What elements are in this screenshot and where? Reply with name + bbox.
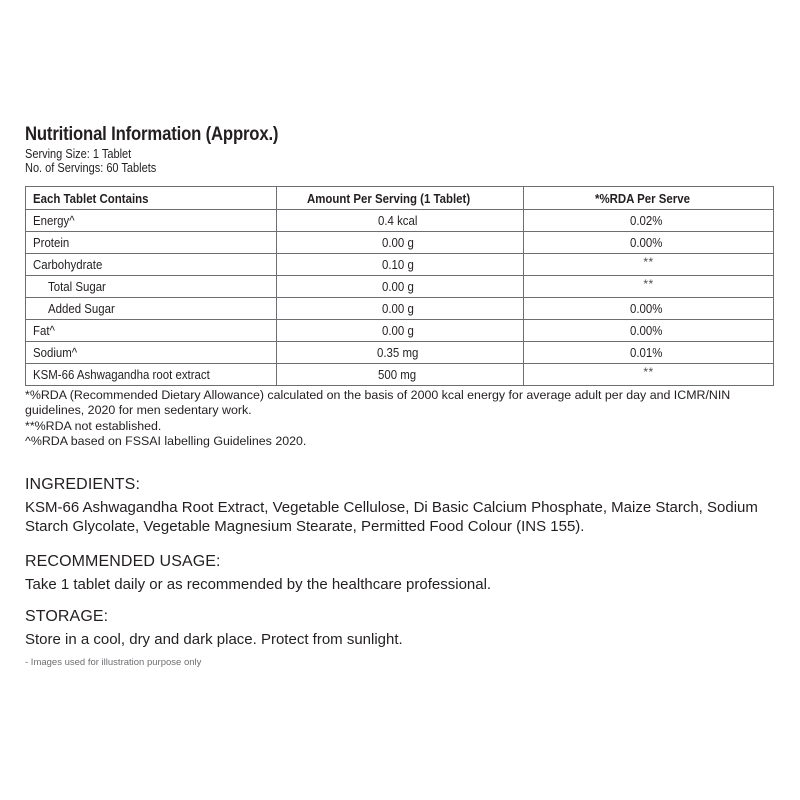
page-title-text: Nutritional Information (Approx.) (25, 124, 279, 145)
nutrient-rda-cell (524, 210, 774, 232)
nutrient-amount-cell (277, 342, 524, 364)
storage-body: Store in a cool, dry and dark place. Protect from sunlight. (25, 630, 403, 648)
recommended-usage-section (25, 553, 770, 594)
servings-count-line (25, 161, 174, 175)
nutrient-name-text: Energy^ (33, 213, 75, 228)
nutrient-name-cell (26, 210, 277, 232)
nutrient-amount-text: 500 mg (378, 367, 417, 382)
nutrient-name-text: KSM-66 Ashwagandha root extract (33, 367, 210, 382)
ingredients-section (25, 476, 770, 537)
nutrient-amount-text: 0.35 mg (376, 345, 418, 360)
nutrient-amount-cell (277, 364, 524, 386)
nutrient-rda-text: 0.01% (630, 345, 663, 360)
table-body (26, 210, 774, 386)
column-header-amount-label: Amount Per Serving (1 Tablet) (307, 190, 471, 206)
nutrient-name-cell (26, 342, 277, 364)
nutrient-rda-text: 0.00% (630, 323, 663, 338)
nutrient-name-text: Protein (33, 235, 70, 250)
nutrient-rda-cell (524, 298, 774, 320)
nutrient-rda-cell (524, 254, 774, 276)
footnote-fssai: ^%RDA based on FSSAI labelling Guidelines 2020. (25, 434, 307, 449)
serving-size-line (25, 147, 146, 161)
page-title (25, 125, 313, 145)
nutrient-amount-cell (277, 232, 524, 254)
table-row (26, 210, 774, 232)
nutrient-name-text: Carbohydrate (33, 257, 103, 272)
nutrient-rda-text: 0.00% (630, 235, 663, 250)
footnote-rda-not-established: **%RDA not established. (25, 418, 162, 433)
nutrient-amount-cell (277, 298, 524, 320)
column-header-rda-label: *%RDA Per Serve (594, 190, 690, 206)
nutrient-rda-text: ** (643, 277, 654, 291)
nutrient-name-text: Added Sugar (48, 301, 115, 316)
table-header-row (26, 187, 774, 210)
nutrient-amount-cell (277, 254, 524, 276)
nutrient-name-cell (26, 320, 277, 342)
nutrient-amount-cell (277, 210, 524, 232)
nutrient-name-cell (26, 232, 277, 254)
nutrient-amount-cell (277, 320, 524, 342)
nutrient-amount-text: 0.00 g (381, 279, 414, 294)
table-row (26, 254, 774, 276)
nutrient-amount-text: 0.10 g (381, 257, 414, 272)
nutrient-rda-text: 0.00% (630, 301, 663, 316)
nutrient-rda-text: ** (643, 365, 654, 379)
footnote-rda-basis: *%RDA (Recommended Dietary Allowance) calculated on the basis of 2000 kcal energy for average adult per day and ICMR/NIN guidelines, 2020 for men sedentary work. (25, 388, 731, 418)
nutrient-rda-text: ** (643, 255, 654, 269)
ingredients-body: KSM-66 Ashwagandha Root Extract, Vegetable Cellulose, Di Basic Calcium Phosphate, Maize Starch, Sodium Starch Glycolate, Vegetable Magnesium Stearate, Permitted Food Colour (INS 155). (25, 498, 758, 536)
nutrient-rda-cell (524, 364, 774, 386)
column-header-rda (524, 187, 774, 210)
illustration-disclaimer: - Images used for illustration purpose only (25, 657, 202, 668)
nutrient-rda-text: 0.02% (630, 213, 663, 228)
nutrient-amount-text: 0.00 g (381, 235, 414, 250)
nutrient-rda-cell (524, 320, 774, 342)
nutrient-rda-cell (524, 232, 774, 254)
serving-size-text: Serving Size: 1 Tablet (25, 147, 132, 161)
footnotes-block (25, 388, 765, 450)
nutrition-facts-table (25, 186, 774, 386)
servings-count-text: No. of Servings: 60 Tablets (25, 161, 157, 175)
table-row (26, 298, 774, 320)
column-header-nutrient (26, 187, 277, 210)
nutrient-name-cell (26, 298, 277, 320)
nutrient-name-text: Total Sugar (48, 279, 106, 294)
nutrient-rda-cell (524, 276, 774, 298)
recommended-usage-heading: RECOMMENDED USAGE: (25, 553, 221, 570)
nutrient-name-text: Sodium^ (33, 345, 78, 360)
nutrient-rda-cell (524, 342, 774, 364)
table-header (26, 187, 774, 210)
nutrient-name-text: Fat^ (33, 323, 55, 338)
nutrient-name-cell (26, 254, 277, 276)
nutrient-amount-text: 0.00 g (381, 323, 414, 338)
table-row (26, 364, 774, 386)
column-header-amount (277, 187, 524, 210)
table-row (26, 342, 774, 364)
table-row (26, 276, 774, 298)
table-row (26, 232, 774, 254)
nutrient-amount-text: 0.4 kcal (377, 213, 418, 228)
nutrient-name-cell (26, 364, 277, 386)
nutrient-amount-cell (277, 276, 524, 298)
nutrient-name-cell (26, 276, 277, 298)
table-row (26, 320, 774, 342)
ingredients-heading: INGREDIENTS: (25, 476, 140, 493)
storage-heading: STORAGE: (25, 608, 109, 625)
column-header-nutrient-label: Each Tablet Contains (33, 190, 149, 206)
nutrient-amount-text: 0.00 g (381, 301, 414, 316)
recommended-usage-body: Take 1 tablet daily or as recommended by the healthcare professional. (25, 575, 492, 593)
storage-section (25, 608, 770, 649)
